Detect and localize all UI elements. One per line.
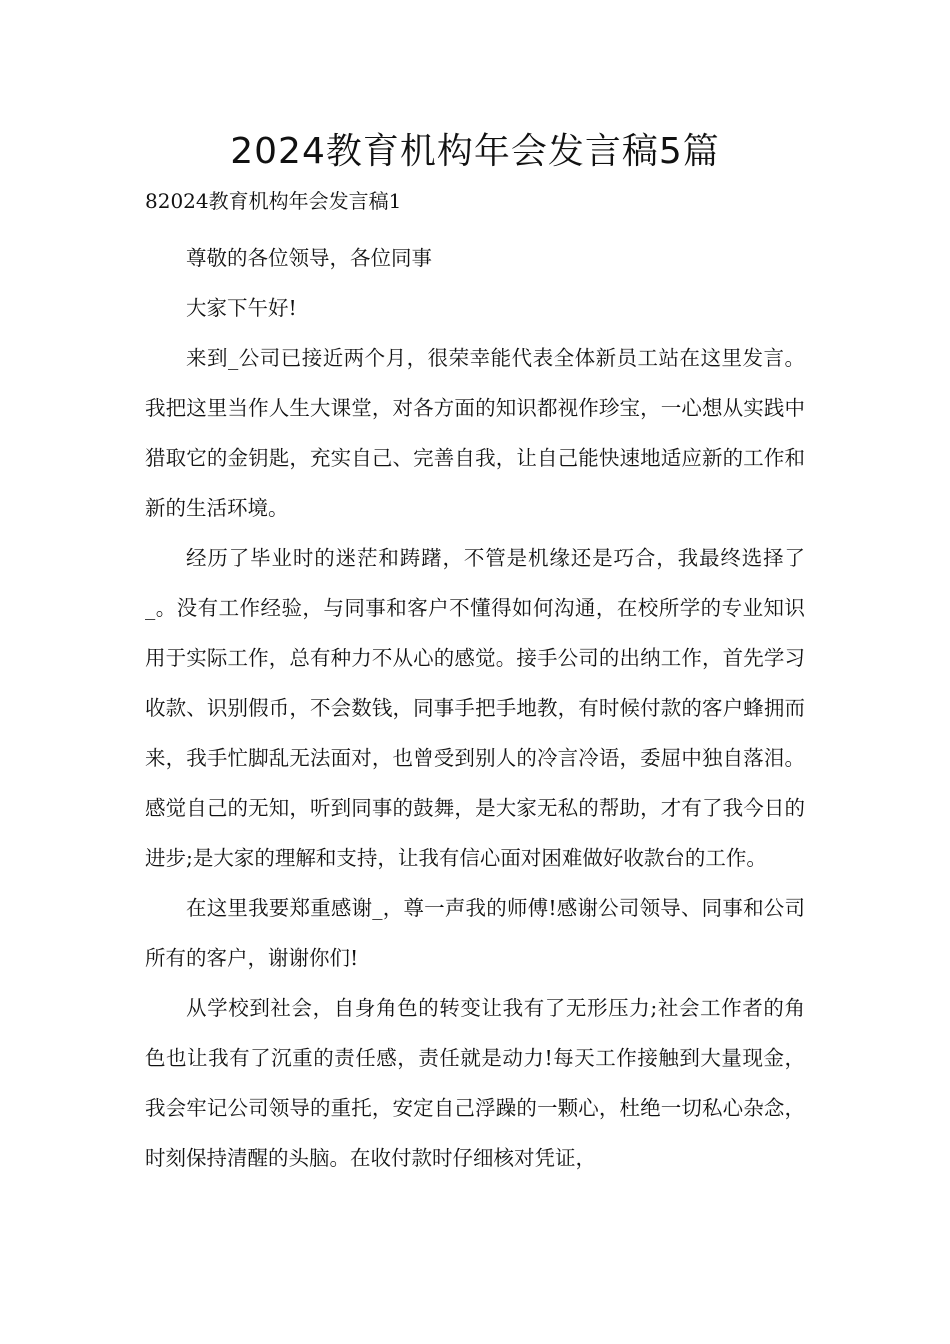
paragraph: 在这里我要郑重感谢_，尊一声我的师傅!感谢公司领导、同事和公司所有的客户，谢谢你们!: [145, 896, 805, 970]
paragraph-salutation: 尊敬的各位领导，各位同事: [186, 246, 432, 270]
paragraph-greeting: 大家下午好!: [186, 296, 297, 320]
document-subtitle: 82024教育机构年会发言稿1: [145, 189, 402, 213]
paragraph: 从学校到社会，自身角色的转变让我有了无形压力;社会工作者的角色也让我有了沉重的责任感，责任就是动力!每天工作接触到大量现金，我会牢记公司领导的重托，安定自己浮躁的一颗心，杜绝一切私心杂念，时刻保持清醒的头脑。在收付款时仔细核对凭证，: [145, 996, 805, 1170]
document-title: 2024教育机构年会发言稿5篇: [230, 131, 720, 172]
paragraph: 经历了毕业时的迷茫和踌躇，不管是机缘还是巧合，我最终选择了_。没有工作经验，与同事和客户不懂得如何沟通，在校所学的专业知识用于实际工作，总有种力不从心的感觉。接手公司的出纳工作，首先学习收款、识别假币，不会数钱，同事手把手地教，有时候付款的客户蜂拥而来，我手忙脚乱无法面对，也曾受到别人的冷言冷语，委屈中独自落泪。感觉自己的无知，听到同事的鼓舞，是大家无私的帮助，才有了我今日的进步;是大家的理解和支持，让我有信心面对困难做好收款台的工作。: [145, 546, 805, 870]
document-body: [145, 233, 805, 1183]
paragraph: 来到_公司已接近两个月，很荣幸能代表全体新员工站在这里发言。我把这里当作人生大课堂，对各方面的知识都视作珍宝，一心想从实践中猎取它的金钥匙，充实自己、完善自我，让自己能快速地适应新的工作和新的生活环境。: [145, 346, 805, 520]
